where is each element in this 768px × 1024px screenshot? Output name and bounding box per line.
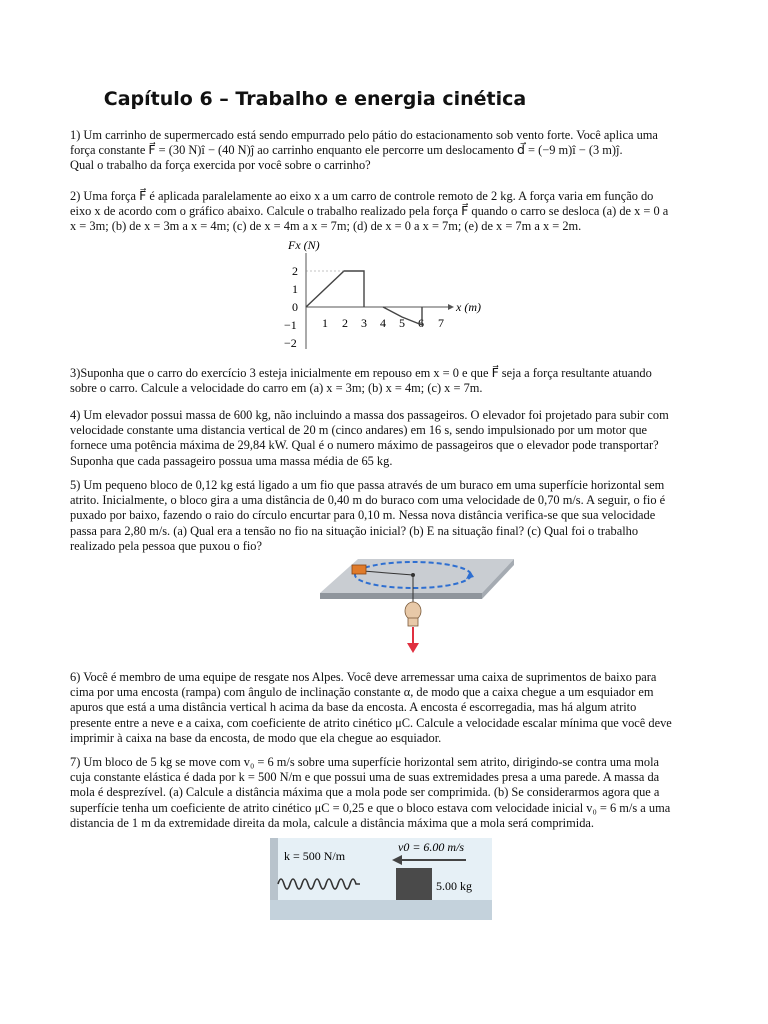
problem-line: 3)Suponha que o carro do exercício 3 esteja inicialmente em repouso em x = 0 e que F⃗ seja a força resultante atuando [70, 366, 652, 380]
problem-line: 1) Um carrinho de supermercado está sendo empurrado pelo pátio do estacionamento sob vento forte. Você aplica uma [70, 128, 658, 142]
x-tick-label: 6 [418, 316, 424, 330]
graph-ylabel: Fx (N) [288, 238, 320, 252]
y-tick-label: −2 [284, 336, 297, 350]
problem-line: 4) Um elevador possui massa de 600 kg, não incluindo a massa dos passageiros. O elevador foi projetado para subir com [70, 408, 669, 422]
y-tick-label: 1 [292, 282, 298, 296]
problem-line: 5) Um pequeno bloco de 0,12 kg está ligado a um fio que passa através de um buraco em uma superfície horizontal sem [70, 478, 665, 492]
hand-icon [405, 602, 421, 620]
floor [270, 900, 492, 920]
y-tick-label: −1 [284, 318, 297, 332]
graph-xlabel: x (m) [456, 300, 481, 314]
x-tick-label: 2 [342, 316, 348, 330]
x-tick-label: 7 [438, 316, 444, 330]
problem-line: Qual o trabalho da força exercida por você sobre o carrinho? [70, 158, 371, 173]
x-tick-label: 5 [399, 316, 405, 330]
problem-line: superfície tenha um coeficiente de atrito cinético μC = 0,25 e que o bloco estava com velocidade inicial v₀ = 6 m/s a uma [70, 800, 671, 815]
problem-5 [70, 478, 700, 554]
page-title: Capítulo 6 – Trabalho e energia cinética [103, 88, 527, 110]
problem-line: 7) Um bloco de 5 kg se move com v₀ = 6 m/s sobre uma superfície horizontal sem atrito, dirigindo-se contra uma mola [70, 755, 660, 769]
x-tick-label: 4 [380, 316, 386, 330]
x-tick-label: 1 [322, 316, 328, 330]
problem-line: puxado por baixo, fazendo o raio do círculo encurtar para 0,10 m. Nessa nova distância verifica-se que sua velocidade [70, 508, 656, 523]
problem-line: imprimir à caixa na base da encosta, de modo que ela chegue ao esquiador. [70, 730, 442, 745]
problem-6 [70, 670, 700, 746]
mass-block [396, 868, 432, 900]
problem-line: mola é desprezível. (a) Calcule a distância máxima que a mola pode ser comprimida. (b) Se considerarmos agora que a [70, 785, 660, 800]
velocity-label: v0 = 6.00 m/s [398, 840, 465, 854]
problem-2 [70, 189, 700, 235]
problem-line: x = 3m; (b) de x = 3m a x = 4m; (c) de x = 4m a x = 7m; (d) de x = 0 a x = 7m; (e) de x = 7m a x = 2m. [70, 219, 582, 234]
problem-line: apuros que está a uma distância vertical h acima da base da encosta. A encosta é escorregadia, mas há algum atrito [70, 700, 637, 715]
problem-line: fornece uma potência máxima de 29,84 kW. Qual é o numero máximo de passageiros que o elevador pode transportar? [70, 438, 659, 453]
problem-line: 6) Você é membro de uma equipe de resgate nos Alpes. Você deve arremessar uma caixa de suprimentos de baixo para [70, 670, 657, 684]
problem-line: sobre o carro. Calcule a velocidade do carro em (a) x = 3m; (b) x = 4m; (c) x = 7m. [70, 381, 483, 396]
problem-line: força constante F⃗ = (30 N)î − (40 N)ĵ ao carrinho enquanto ele percorre um deslocamento d⃗ = (−9 m)î − (3 m)ĵ. [70, 143, 623, 158]
problem-line: distancia de 1 m da extremidade direita da mola, calcule a distância máxima que a mola será comprimida. [70, 815, 594, 830]
problem-line: atrito. Inicialmente, o bloco gira a uma distância de 0,40 m do buraco com uma velocidade de 0,70 m/s. A seguir, o fio é [70, 493, 666, 508]
problem-4 [70, 408, 700, 469]
block [352, 565, 366, 574]
y-tick-label: 0 [292, 300, 298, 314]
problem-line: cima por uma encosta (rampa) com ângulo de inclinação constante α, de modo que a caixa chegue a um esquiador em [70, 685, 654, 700]
problem-line: 2) Uma força F⃗ é aplicada paralelamente ao eixo x a um carro de controle remoto de 2 kg. A força varia em função do [70, 189, 654, 203]
problem-3 [70, 366, 700, 396]
mass-label: 5.00 kg [436, 879, 472, 893]
problem-line: passa para 2,80 m/s. (a) Qual era a tensão no fio na situação inicial? (b) E na situação final? (c) Qual foi o trabalho [70, 523, 639, 538]
force-graph [278, 237, 518, 357]
y-tick-label: 2 [292, 264, 298, 278]
spring-block-figure [270, 838, 492, 920]
problem-line: eixo x de acordo com o gráfico abaixo. Calcule o trabalho realizado pela força F⃗ quando o carro se desloca (a) de x = 0 a [70, 204, 669, 219]
pull-arrow-icon [407, 643, 419, 653]
rotating-block-figure [318, 553, 518, 655]
problem-line: velocidade constante uma distancia vertical de 20 m (cinco andares) em 16 s, sendo impulsionado por um motor que [70, 423, 648, 438]
problem-7 [70, 755, 700, 831]
problem-line: cuja constante elástica é dada por k = 500 N/m e que possui uma de suas extremidades presa a uma parede. A massa da [70, 770, 660, 785]
problem-1 [70, 128, 700, 174]
problem-line: Suponha que cada passageiro possua uma massa média de 65 kg. [70, 453, 393, 468]
x-tick-label: 3 [361, 316, 367, 330]
spring-constant-label: k = 500 N/m [284, 849, 346, 863]
problem-line: presente entre a neve e a caixa, com coeficiente de atrito cinético μC. Calcule a velocidade escalar mínima que você deve [70, 715, 672, 730]
problem-line: realizado pela pessoa que puxou o fio? [70, 538, 262, 553]
